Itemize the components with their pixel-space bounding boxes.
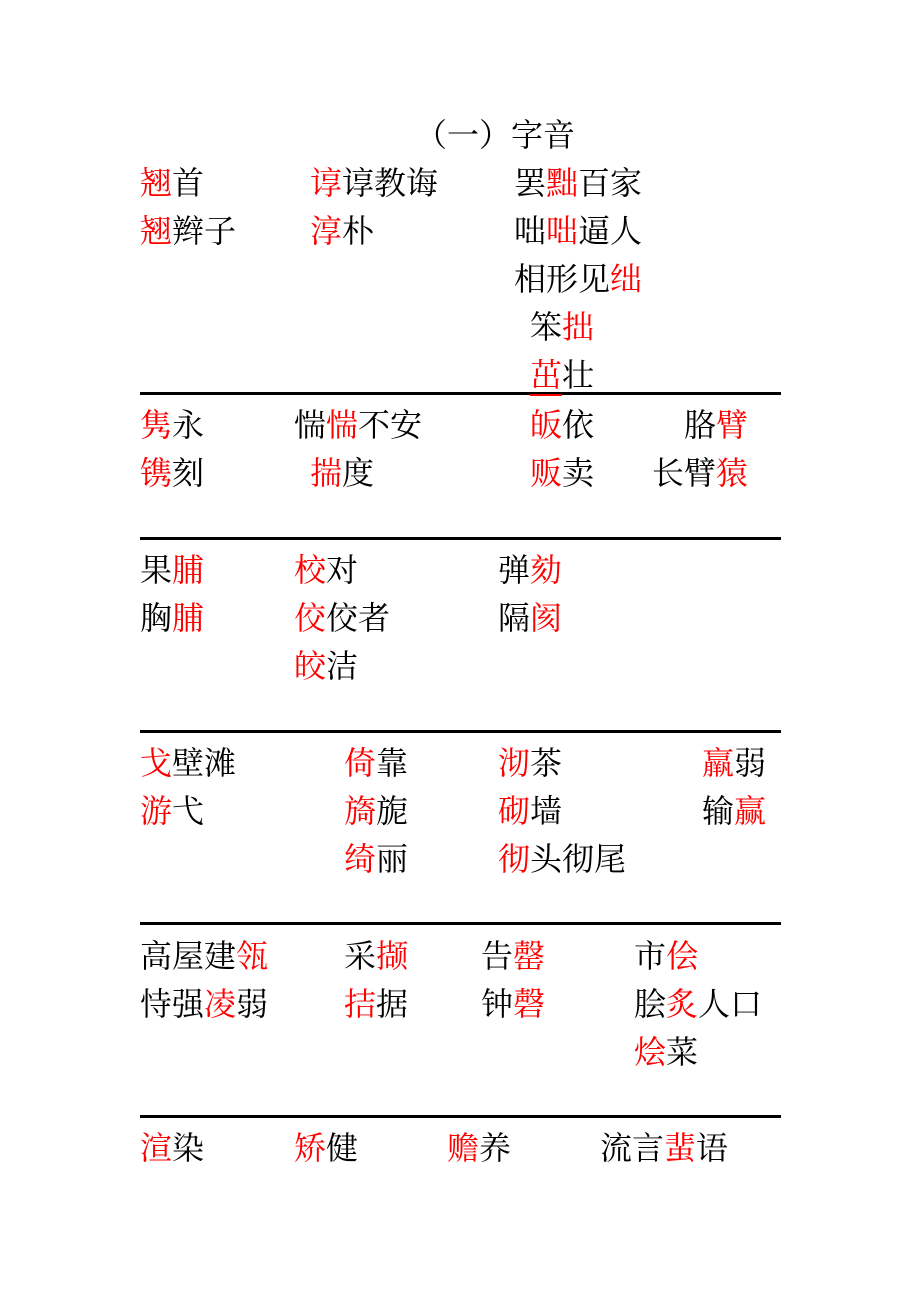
vocab-word (498, 839, 626, 879)
highlighted-char: 戈 (140, 744, 173, 782)
word-text: 朴 (342, 212, 375, 250)
divider-4 (140, 922, 781, 925)
word-text: 逼人 (578, 212, 643, 250)
word-text: 对 (326, 551, 359, 589)
vocab-word (634, 984, 762, 1024)
highlighted-char: 绌 (610, 260, 643, 298)
highlighted-char: 瓴 (236, 937, 269, 975)
word-text: 输 (702, 792, 735, 830)
vocab-word (702, 743, 766, 783)
word-text: 恃强 (140, 985, 205, 1023)
vocab-word (481, 936, 545, 976)
highlighted-char: 砌 (498, 792, 531, 830)
vocab-word (310, 453, 374, 493)
word-text: 头彻尾 (530, 840, 627, 878)
highlighted-char: 脯 (172, 551, 205, 589)
word-text: 胸 (140, 599, 173, 637)
highlighted-char: 臂 (716, 406, 749, 444)
highlighted-char: 黜 (546, 164, 579, 202)
vocab-word (514, 211, 642, 251)
highlighted-char: 矫 (294, 1129, 327, 1167)
vocab-word (530, 355, 594, 395)
word-text: 弹 (498, 551, 531, 589)
highlighted-char: 绮 (344, 840, 377, 878)
word-text: 度 (342, 454, 375, 492)
highlighted-char: 拮 (344, 985, 377, 1023)
vocab-word (294, 646, 358, 686)
word-text: 养 (479, 1129, 512, 1167)
word-text: 茶 (530, 744, 563, 782)
word-text: 卖 (562, 454, 595, 492)
word-text: 依 (562, 406, 595, 444)
word-text: 洁 (326, 647, 359, 685)
vocab-word (684, 405, 748, 445)
highlighted-char: 磬 (513, 985, 546, 1023)
vocab-word (140, 598, 204, 638)
vocab-word (140, 453, 204, 493)
highlighted-char: 皎 (294, 647, 327, 685)
vocab-word (140, 163, 204, 203)
vocab-word (344, 984, 408, 1024)
highlighted-char: 凌 (204, 985, 237, 1023)
word-text: 流言 (600, 1129, 665, 1167)
vocab-word (514, 259, 642, 299)
word-text: 丽 (376, 840, 409, 878)
vocab-word (530, 307, 594, 347)
highlighted-char: 倚 (344, 744, 377, 782)
vocab-word (140, 936, 268, 976)
word-text: 相形见 (514, 260, 611, 298)
word-text: 菜 (666, 1033, 699, 1071)
word-text: 不安 (358, 406, 423, 444)
highlighted-char: 茁 (530, 356, 563, 394)
vocab-word (310, 163, 438, 203)
word-text: 告 (481, 937, 514, 975)
word-text: 辫子 (172, 212, 237, 250)
word-text: 首 (172, 164, 205, 202)
vocab-word (140, 984, 268, 1024)
word-text: 谆教诲 (342, 164, 439, 202)
highlighted-char: 淳 (310, 212, 343, 250)
highlighted-char: 渲 (140, 1129, 173, 1167)
word-text: 市 (634, 937, 667, 975)
highlighted-char: 翘 (140, 212, 173, 250)
word-text: 脍 (634, 985, 667, 1023)
word-text: 弱 (236, 985, 269, 1023)
highlighted-char: 彻 (498, 840, 531, 878)
word-text: 壁滩 (172, 744, 237, 782)
vocab-word (294, 550, 358, 590)
word-text: 染 (172, 1129, 205, 1167)
vocab-word (344, 743, 408, 783)
word-text: 语 (696, 1129, 729, 1167)
vocab-word (140, 743, 236, 783)
word-text: 弋 (172, 792, 205, 830)
highlighted-char: 咄 (546, 212, 579, 250)
word-text: 壮 (562, 356, 595, 394)
divider-3 (140, 730, 781, 733)
highlighted-char: 揣 (310, 454, 343, 492)
word-text: 佼者 (326, 599, 391, 637)
vocab-word (634, 936, 698, 976)
vocab-word (634, 1032, 698, 1072)
word-text: 健 (326, 1129, 359, 1167)
highlighted-char: 贩 (530, 454, 563, 492)
word-text: 百家 (578, 164, 643, 202)
divider-5 (140, 1115, 781, 1118)
word-text: 人口 (698, 985, 763, 1023)
vocab-word (498, 598, 562, 638)
word-text: 采 (344, 937, 377, 975)
word-text: 隔 (498, 599, 531, 637)
vocab-word (447, 1128, 511, 1168)
highlighted-char: 罄 (513, 937, 546, 975)
vocab-word (294, 598, 390, 638)
highlighted-char: 惴 (326, 406, 359, 444)
vocab-word (140, 405, 204, 445)
page-title: （一）字音 (414, 116, 575, 154)
vocab-word (530, 453, 594, 493)
highlighted-char: 旖 (344, 792, 377, 830)
vocab-word (514, 163, 642, 203)
highlighted-char: 沏 (498, 744, 531, 782)
vocab-word (481, 984, 545, 1024)
highlighted-char: 赡 (447, 1129, 480, 1167)
word-text: 靠 (376, 744, 409, 782)
highlighted-char: 赢 (734, 792, 767, 830)
highlighted-char: 脯 (172, 599, 205, 637)
divider-2 (140, 537, 781, 540)
highlighted-char: 羸 (702, 744, 735, 782)
word-text: 惴 (294, 406, 327, 444)
highlighted-char: 劾 (530, 551, 563, 589)
highlighted-char: 拙 (562, 308, 595, 346)
highlighted-char: 游 (140, 792, 173, 830)
word-text: 咄 (514, 212, 547, 250)
highlighted-char: 猿 (716, 454, 749, 492)
vocab-word (344, 791, 408, 831)
highlighted-char: 炙 (666, 985, 699, 1023)
vocab-word (294, 405, 422, 445)
highlighted-char: 佼 (294, 599, 327, 637)
divider-1 (140, 392, 781, 395)
vocab-word (498, 743, 562, 783)
vocab-word (600, 1128, 728, 1168)
highlighted-char: 校 (294, 551, 327, 589)
vocab-word (140, 1128, 204, 1168)
word-text: 弱 (734, 744, 767, 782)
vocab-word (530, 405, 594, 445)
word-text: 高屋建 (140, 937, 237, 975)
highlighted-char: 蜚 (664, 1129, 697, 1167)
highlighted-char: 烩 (634, 1033, 667, 1071)
word-text: 墙 (530, 792, 563, 830)
word-text: 笨 (530, 308, 563, 346)
vocab-word (344, 839, 408, 879)
vocab-word (702, 791, 766, 831)
highlighted-char: 翘 (140, 164, 173, 202)
highlighted-char: 皈 (530, 406, 563, 444)
word-text: 旎 (376, 792, 409, 830)
word-text: 永 (172, 406, 205, 444)
vocab-word (294, 1128, 358, 1168)
word-text: 罢 (514, 164, 547, 202)
word-text: 长臂 (652, 454, 717, 492)
vocab-word (310, 211, 374, 251)
word-text: 胳 (684, 406, 717, 444)
vocab-word (652, 453, 748, 493)
word-text: 据 (376, 985, 409, 1023)
vocab-word (498, 791, 562, 831)
word-text: 钟 (481, 985, 514, 1023)
vocab-word (140, 211, 236, 251)
vocab-word (140, 791, 204, 831)
highlighted-char: 撷 (376, 937, 409, 975)
vocab-word (498, 550, 562, 590)
highlighted-char: 谆 (310, 164, 343, 202)
word-text: 刻 (172, 454, 205, 492)
highlighted-char: 侩 (666, 937, 699, 975)
word-text: 果 (140, 551, 173, 589)
vocab-word (344, 936, 408, 976)
highlighted-char: 镌 (140, 454, 173, 492)
vocab-word (140, 550, 204, 590)
highlighted-char: 阂 (530, 599, 563, 637)
highlighted-char: 隽 (140, 406, 173, 444)
